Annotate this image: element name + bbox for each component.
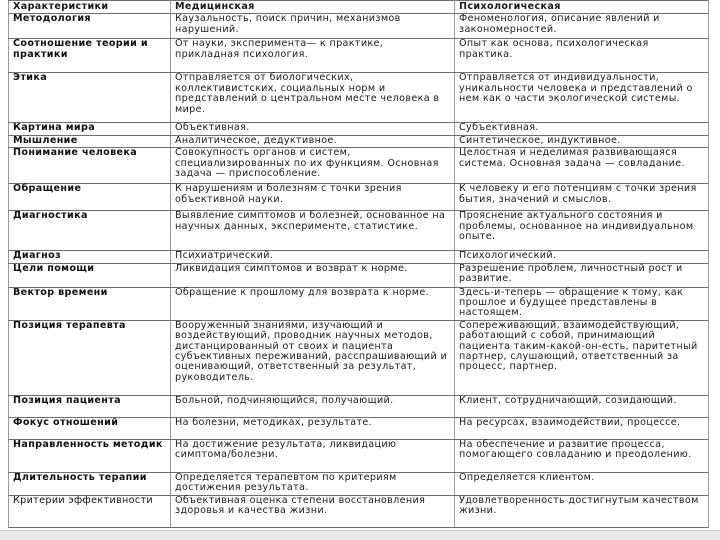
row-characteristic: Методология	[9, 14, 171, 39]
row-psychological: К человеку и его потенциям с точки зрения бытия, значений и смыслов.	[455, 184, 709, 211]
row-medical: К нарушениям и болезням с точки зрения объективной науки.	[171, 184, 455, 211]
row-characteristic: Фокус отношений	[9, 417, 171, 439]
table-row	[9, 251, 709, 263]
row-psychological: Психологический.	[455, 251, 709, 263]
table-row	[9, 148, 709, 184]
row-psychological: Удовлетворенность достигнутым качеством жизни.	[455, 495, 709, 527]
row-medical: Объективная оценка степени восстановления здоровья и качества жизни.	[171, 495, 455, 527]
table-row	[9, 472, 709, 495]
row-medical: Больной, подчиняющийся, получающий.	[171, 395, 455, 417]
table-row	[9, 395, 709, 417]
row-psychological: Разрешение проблем, личностный рост и развитие.	[455, 263, 709, 287]
row-medical: Обращение к прошлому для возврата к норме.	[171, 287, 455, 320]
row-characteristic: Вектор времени	[9, 287, 171, 320]
row-medical: Вооруженный знаниями, изучающий и воздействующий, проводник научных методов, дистанцированный от своих и пациента субъективных переживаний, расспрашивающий и оценивающий, ответственный за результат, руководитель.	[171, 320, 455, 395]
table-row	[9, 263, 709, 287]
row-psychological: Клиент, сотрудничающий, созидающий.	[455, 395, 709, 417]
row-medical: Ликвидация симптомов и возврат к норме.	[171, 263, 455, 287]
row-psychological: Феноменология, описание явлений и закономерностей.	[455, 14, 709, 39]
table-row	[9, 14, 709, 39]
row-psychological: Синтетическое, индуктивное.	[455, 135, 709, 147]
row-psychological: Определяется клиентом.	[455, 472, 709, 495]
table-row	[9, 320, 709, 395]
row-characteristic: Диагностика	[9, 211, 171, 251]
table-row	[9, 73, 709, 123]
row-characteristic: Мышление	[9, 135, 171, 147]
table-row	[9, 39, 709, 73]
row-medical: Отправляется от биологических, коллективистских, социальных норм и представлений о центральном месте человека в мире.	[171, 73, 455, 123]
row-psychological: На ресурсах, взаимодействии, процессе.	[455, 417, 709, 439]
table-row	[9, 135, 709, 147]
row-psychological: Субъективная.	[455, 123, 709, 135]
row-characteristic: Диагноз	[9, 251, 171, 263]
row-characteristic: Этика	[9, 73, 171, 123]
row-psychological: Опыт как основа, психологическая практика.	[455, 39, 709, 73]
row-medical: Каузальность, поиск причин, механизмов нарушений.	[171, 14, 455, 39]
row-characteristic: Цели помощи	[9, 263, 171, 287]
row-characteristic: Позиция терапевта	[9, 320, 171, 395]
row-characteristic: Длительность терапии	[9, 472, 171, 495]
table-row	[9, 287, 709, 320]
table-row	[9, 495, 709, 527]
row-medical: На достижение результата, ликвидацию симптома/болезни.	[171, 439, 455, 472]
header-characteristic: Характеристики	[9, 1, 171, 14]
table-header-row	[9, 1, 709, 14]
row-psychological: Сопереживающий, взаимодействующий, работающий с собой, принимающий пациента таким-какой-он-есть, паритетный партнер, слушающий, ответственный за процесс, партнер.	[455, 320, 709, 395]
table-row	[9, 184, 709, 211]
row-characteristic: Соотношение теории и практики	[9, 39, 171, 73]
row-psychological: Отправляется от индивидуальности, уникальности человека и представлений о нем как о части экологической системы.	[455, 73, 709, 123]
row-characteristic: Направленность методик	[9, 439, 171, 472]
comparison-table	[8, 0, 709, 528]
header-psychological: Психологическая	[455, 1, 709, 14]
row-medical: Психиатрический.	[171, 251, 455, 263]
row-medical: Объективная.	[171, 123, 455, 135]
row-medical: Аналитическое, дедуктивное.	[171, 135, 455, 147]
table-row	[9, 417, 709, 439]
table-row	[9, 211, 709, 251]
row-psychological: Целостная и неделимая развивающаяся система. Основная задача — совладание.	[455, 148, 709, 184]
row-characteristic: Позиция пациента	[9, 395, 171, 417]
row-medical: На болезни, методиках, результате.	[171, 417, 455, 439]
row-medical: Выявление симптомов и болезней, основанное на научных данных, эксперименте, статистике.	[171, 211, 455, 251]
row-characteristic: Картина мира	[9, 123, 171, 135]
row-medical: Совокупность органов и систем, специализированных по их функциям. Основная задача — приспособление.	[171, 148, 455, 184]
bottom-bar	[0, 530, 720, 540]
row-characteristic: Критерии эффективности	[9, 495, 171, 527]
table-row	[9, 439, 709, 472]
row-psychological: Прояснение актуального состояния и проблемы, основанное на индивидуальном опыте.	[455, 211, 709, 251]
row-psychological: Здесь-и-теперь — обращение к тому, как прошлое и будущее представлены в настоящем.	[455, 287, 709, 320]
header-medical: Медицинская	[171, 1, 455, 14]
row-medical: Определяется терапевтом по критериям достижения результата.	[171, 472, 455, 495]
row-psychological: На обеспечение и развитие процесса, помогающего совладанию и преодолению.	[455, 439, 709, 472]
row-characteristic: Понимание человека	[9, 148, 171, 184]
table-row	[9, 123, 709, 135]
row-characteristic: Обращение	[9, 184, 171, 211]
row-medical: От науки, эксперимента— к практике, прикладная психология.	[171, 39, 455, 73]
